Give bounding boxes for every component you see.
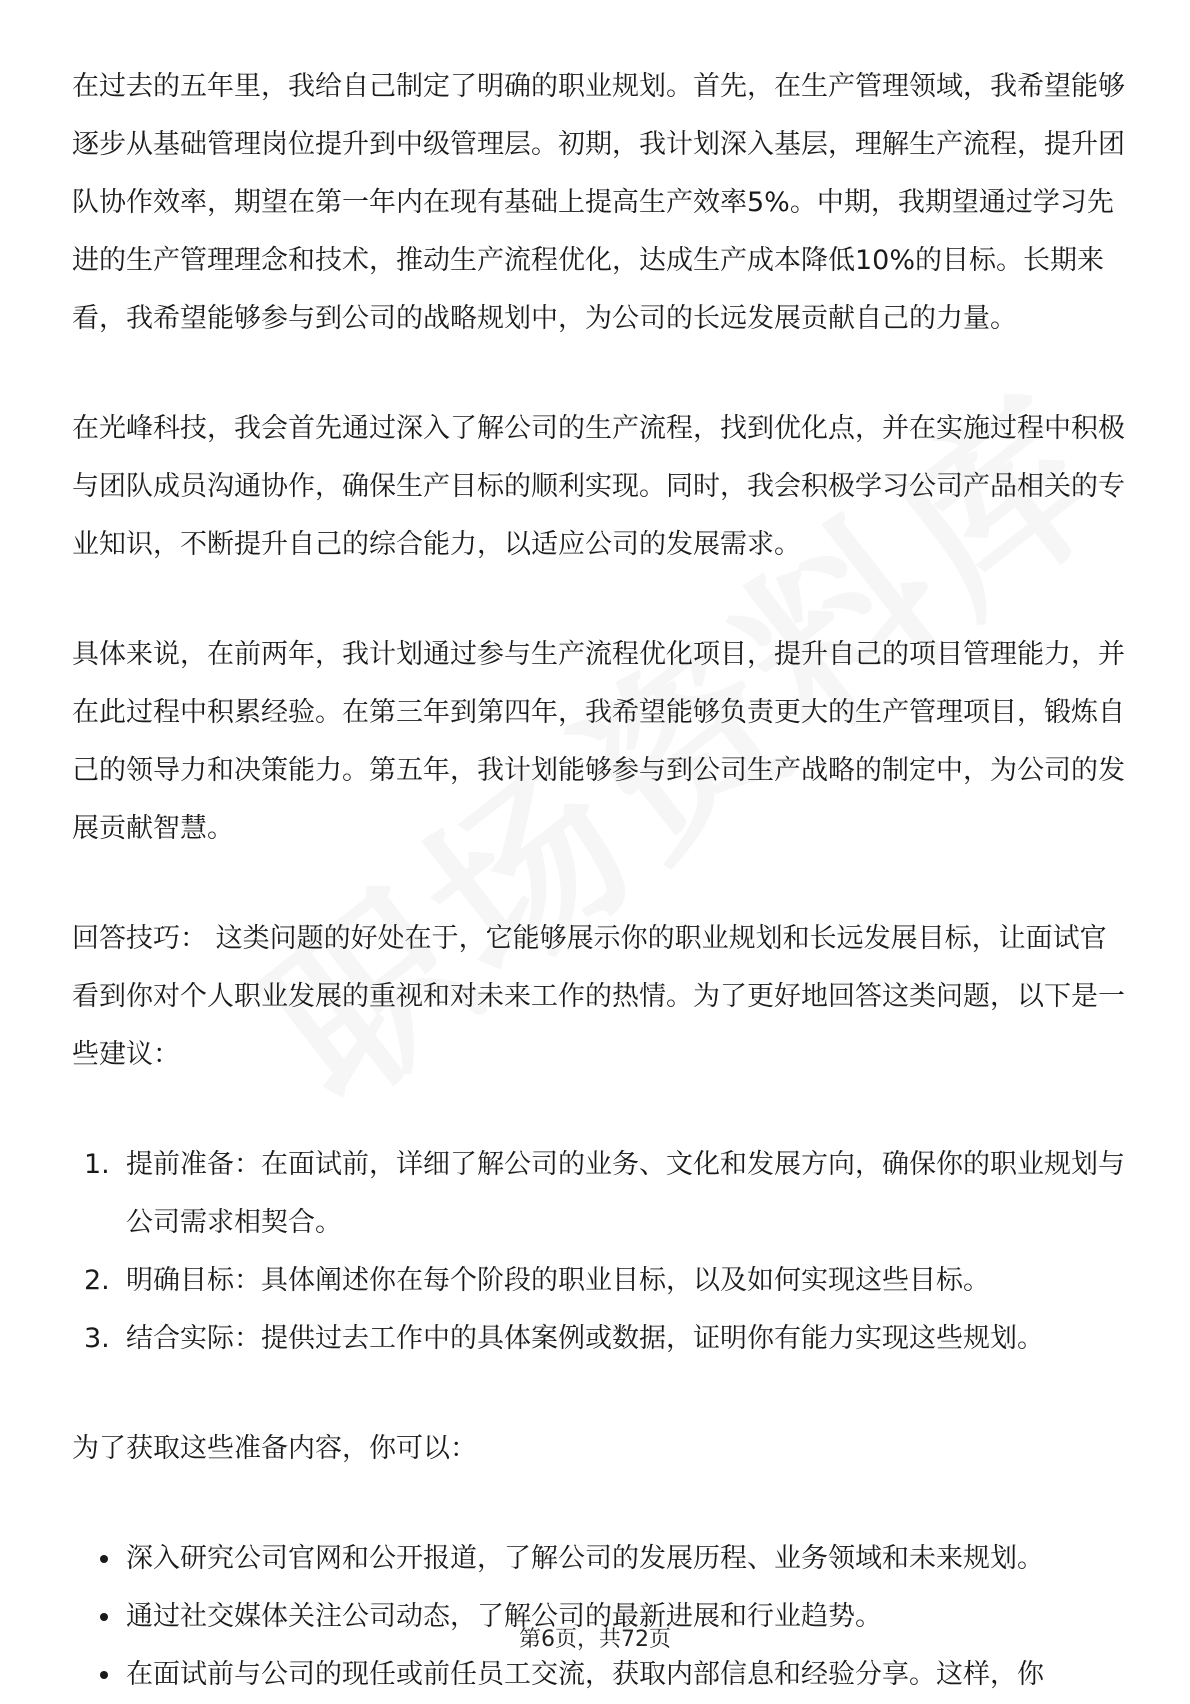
tip-item [72, 1310, 1132, 1368]
tips-list [72, 1136, 1132, 1368]
bullet-item [72, 1646, 1132, 1704]
tip-text: 结合实际：提供过去工作中的具体案例或数据，证明你有能力实现这些规划。 [126, 1323, 1044, 1354]
tip-text: 明确目标：具体阐述你在每个阶段的职业目标，以及如何实现这些目标。 [126, 1265, 990, 1296]
tip-item [72, 1136, 1132, 1252]
bullet-text: 通过社交媒体关注公司动态，了解公司的最新进展和行业趋势。 [126, 1601, 882, 1632]
tip-number: 3. [84, 1323, 110, 1354]
paragraph-answer-tips: 回答技巧： 这类问题的好处在于，它能够展示你的职业规划和长远发展目标，让面试官看到你对个人职业发展的重视和对未来工作的热情。为了更好地回答这类问题，以下是一些建议： [72, 923, 1125, 1070]
paragraph-timeline: 具体来说，在前两年，我计划通过参与生产流程优化项目，提升自己的项目管理能力，并在此过程中积累经验。在第三年到第四年，我希望能够负责更大的生产管理项目，锻炼自己的领导力和决策能力。第五年，我计划能够参与到公司生产战略的制定中，为公司的发展贡献智慧。 [72, 639, 1125, 844]
tip-text: 提前准备：在面试前，详细了解公司的业务、文化和发展方向，确保你的职业规划与公司需求相契合。 [126, 1149, 1125, 1238]
bullet-item [72, 1530, 1132, 1588]
document-body [72, 58, 1132, 1704]
bullet-dot-icon [100, 1555, 108, 1563]
paragraph-career-plan: 在过去的五年里，我给自己制定了明确的职业规划。首先，在生产管理领域，我希望能够逐步从基础管理岗位提升到中级管理层。初期，我计划深入基层，理解生产流程，提升团队协作效率，期望在第一年内在现有基础上提高生产效率5%。中期，我期望通过学习先进的生产管理理念和技术，推动生产流程优化，达成生产成本降低10%的目标。长期来看，我希望能够参与到公司的战略规划中，为公司的长远发展贡献自己的力量。 [72, 71, 1125, 334]
page-footer: 第6页，共72页 [519, 1627, 671, 1652]
prep-bullet-list [72, 1530, 1132, 1704]
bullet-text: 在面试前与公司的现任或前任员工交流，获取内部信息和经验分享。这样，你 [126, 1659, 1044, 1690]
paragraph-company-plan: 在光峰科技，我会首先通过深入了解公司的生产流程，找到优化点，并在实施过程中积极与团队成员沟通协作，确保生产目标的顺利实现。同时，我会积极学习公司产品相关的专业知识，不断提升自己的综合能力，以适应公司的发展需求。 [72, 413, 1125, 560]
tip-number: 2. [84, 1265, 110, 1296]
bullet-dot-icon [100, 1671, 108, 1679]
paragraph-prep-intro: 为了获取这些准备内容，你可以： [72, 1433, 477, 1464]
tip-item [72, 1252, 1132, 1310]
bullet-dot-icon [100, 1613, 108, 1621]
tip-number: 1. [84, 1149, 110, 1180]
bullet-text: 深入研究公司官网和公开报道，了解公司的发展历程、业务领域和未来规划。 [126, 1543, 1044, 1574]
